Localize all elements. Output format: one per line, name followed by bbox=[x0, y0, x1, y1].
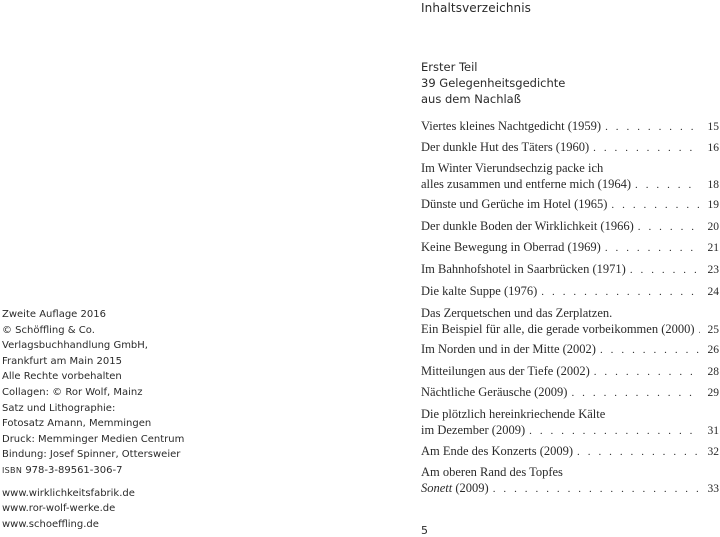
toc-entry[interactable] bbox=[421, 239, 719, 256]
toc-entry-title-year: (2009) bbox=[452, 481, 489, 495]
toc-entry-title: Am Ende des Konzerts (2009) bbox=[421, 444, 574, 458]
toc-leader-dots bbox=[594, 364, 699, 380]
toc-entry-page: 32 bbox=[707, 446, 719, 458]
isbn-number: 978-3-89561-306-7 bbox=[25, 464, 123, 476]
toc-entry-title-line-2 bbox=[421, 480, 489, 496]
toc-entry-title: Nächtliche Geräusche (2009) bbox=[421, 385, 568, 399]
toc-entry-page: 28 bbox=[707, 366, 719, 378]
toc-entry-page: 15 bbox=[707, 121, 719, 133]
website-link[interactable]: www.wirklichkeitsfabrik.de bbox=[2, 487, 135, 499]
toc-leader-dots bbox=[630, 262, 699, 278]
part-source: aus dem Nachlaß bbox=[421, 92, 521, 106]
imprint-line: Druck: Memminger Medien Centrum bbox=[2, 433, 185, 445]
imprint-line: Collagen: © Ror Wolf, Mainz bbox=[2, 386, 143, 398]
toc-entry-page: 23 bbox=[707, 264, 719, 276]
toc-entry[interactable] bbox=[421, 443, 719, 460]
toc-entry-title: Viertes kleines Nachtgedicht (1959) bbox=[421, 119, 602, 133]
website-list bbox=[2, 486, 184, 533]
website-link[interactable]: www.ror-wolf-werke.de bbox=[2, 503, 116, 515]
toc-entry-page: 18 bbox=[707, 179, 719, 191]
toc-entry-title: Dünste und Gerüche im Hotel (1965) bbox=[421, 197, 608, 211]
toc-entry-page: 26 bbox=[707, 344, 719, 356]
imprint-line: Bindung: Josef Spinner, Ottersweier bbox=[2, 449, 181, 461]
toc-entry[interactable] bbox=[421, 464, 719, 497]
toc-leader-dots bbox=[493, 481, 699, 497]
toc-entry-title-line-1: Am oberen Rand des Topfes bbox=[421, 465, 563, 479]
toc-entry[interactable] bbox=[421, 160, 719, 193]
imprint bbox=[2, 307, 184, 532]
toc-leader-dots bbox=[593, 140, 699, 156]
toc-leader-dots bbox=[541, 284, 699, 300]
toc-entry[interactable] bbox=[421, 218, 719, 235]
toc-leader-dots bbox=[611, 197, 699, 213]
toc-leader-dots bbox=[571, 385, 699, 401]
toc-entry[interactable] bbox=[421, 305, 719, 338]
toc-entry[interactable] bbox=[421, 139, 719, 156]
toc-entry[interactable] bbox=[421, 341, 719, 358]
toc-entry-title-line-1: Im Winter Vierundsechzig packe ich bbox=[421, 161, 604, 175]
toc-entry-title: Der dunkle Hut des Täters (1960) bbox=[421, 140, 590, 154]
toc-entry-page: 31 bbox=[707, 425, 719, 437]
part-label: Erster Teil bbox=[421, 60, 478, 74]
toc-entry-title-italic: Sonett bbox=[421, 481, 453, 495]
toc-entry-title-line-1: Die plötzlich hereinkriechende Kälte bbox=[421, 407, 606, 421]
imprint-line: Satz und Lithographie: bbox=[2, 402, 116, 414]
toc-entry-page: 33 bbox=[707, 483, 719, 495]
toc-leader-dots bbox=[605, 119, 699, 135]
toc-entry[interactable] bbox=[421, 406, 719, 439]
toc-entry-page: 19 bbox=[707, 199, 719, 211]
toc-leader-dots bbox=[577, 444, 699, 460]
toc-entry-title-line-2: alles zusammen und entferne mich (1964) bbox=[421, 177, 631, 191]
toc-entry-page: 25 bbox=[707, 324, 719, 336]
toc-leader-dots bbox=[529, 423, 699, 439]
toc-entry-title: Im Bahnhofshotel in Saarbrücken (1971) bbox=[421, 262, 626, 276]
toc-entry-title: Mitteilungen aus der Tiefe (2002) bbox=[421, 364, 590, 378]
imprint-line: Zweite Auflage 2016 bbox=[2, 309, 106, 320]
imprint-line: Alle Rechte vorbehalten bbox=[2, 371, 122, 383]
toc-entry[interactable] bbox=[421, 261, 719, 278]
toc-entry-title-line-1: Das Zerquetschen und das Zerplatzen. bbox=[421, 306, 613, 320]
imprint-line: © Schöffling & Co. bbox=[2, 324, 95, 336]
toc-entry-title: Die kalte Suppe (1976) bbox=[421, 284, 538, 298]
part-heading bbox=[421, 59, 565, 107]
toc-entry[interactable] bbox=[421, 384, 719, 401]
website-link[interactable]: www.schoeffling.de bbox=[2, 518, 99, 530]
toc-entry-title: Keine Bewegung in Oberrad (1969) bbox=[421, 240, 601, 254]
toc-entry[interactable] bbox=[421, 118, 719, 135]
toc-entry-title-line-2: im Dezember (2009) bbox=[421, 423, 526, 437]
toc-entry-title-line-2: Ein Beispiel für alle, die gerade vorbeikommen (2000) bbox=[421, 322, 695, 336]
toc-leader-dots bbox=[600, 342, 699, 358]
toc-entry-page: 24 bbox=[707, 286, 719, 298]
isbn-line bbox=[2, 463, 184, 479]
toc-entry-title: Der dunkle Boden der Wirklichkeit (1966) bbox=[421, 219, 634, 233]
toc-leader-dots bbox=[635, 177, 699, 193]
toc-entry[interactable] bbox=[421, 363, 719, 380]
toc-leader-dots bbox=[605, 240, 699, 256]
toc-entry-page: 20 bbox=[707, 221, 719, 233]
imprint-line: Verlagsbuchhandlung GmbH, bbox=[2, 340, 148, 352]
toc-entry-page: 21 bbox=[707, 242, 719, 254]
toc-entry[interactable] bbox=[421, 196, 719, 213]
toc-entry[interactable] bbox=[421, 283, 719, 300]
imprint-line: Fotosatz Amann, Memmingen bbox=[2, 418, 152, 430]
toc-leader-dots bbox=[638, 219, 699, 235]
toc-entry-title: Im Norden und in der Mitte (2002) bbox=[421, 342, 596, 356]
toc-entry-page: 16 bbox=[707, 142, 719, 154]
part-subtitle: 39 Gelegenheitsgedichte bbox=[421, 76, 566, 90]
page-number: 5 bbox=[421, 524, 428, 537]
imprint-line: Frankfurt am Main 2015 bbox=[2, 355, 123, 367]
toc-entry-page: 29 bbox=[707, 387, 719, 399]
isbn-label: ISBN bbox=[2, 465, 23, 475]
page-title: Inhaltsverzeichnis bbox=[421, 1, 532, 15]
